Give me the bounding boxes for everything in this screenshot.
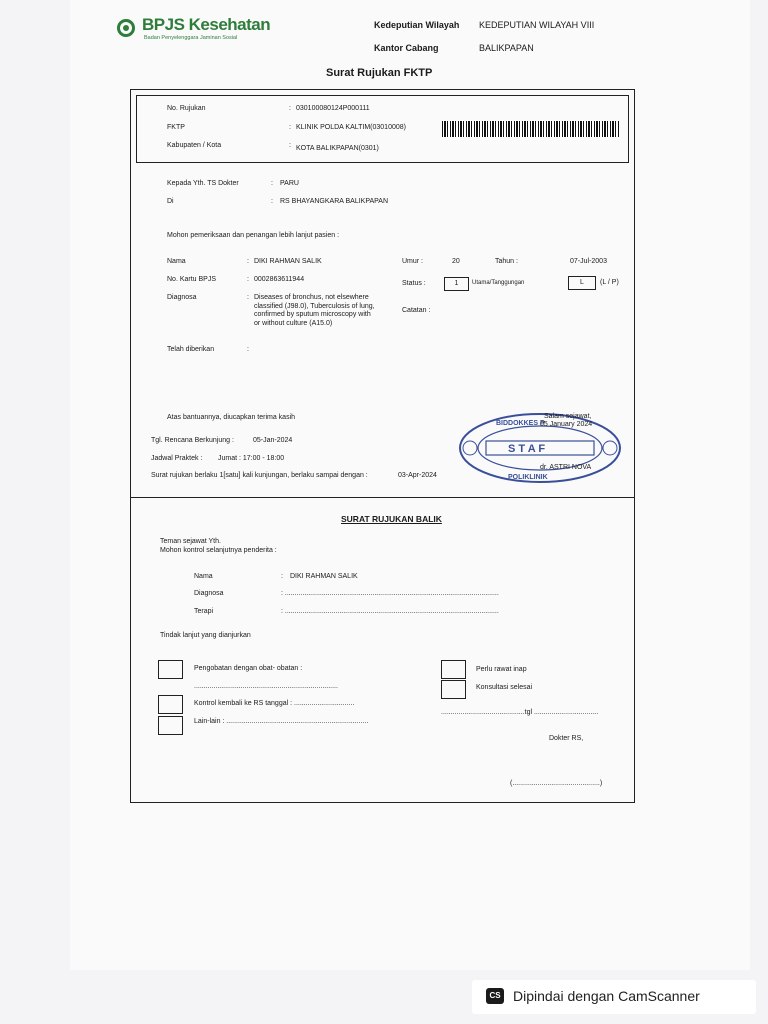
pengobatan-dots: .......................................................................... xyxy=(194,683,338,690)
cabang-value: BALIKPAPAN xyxy=(479,43,534,53)
status-label: Status : xyxy=(402,280,426,287)
colon: : xyxy=(289,105,291,112)
lain-checkbox[interactable] xyxy=(158,716,183,735)
deputi-value: KEDEPUTIAN WILAYAH VIII xyxy=(479,20,595,30)
nama-label: Nama xyxy=(167,258,186,265)
balik-title: SURAT RUJUKAN BALIK xyxy=(341,514,442,524)
mohon-text: Mohon kontrol selanjutnya penderita : xyxy=(160,547,277,554)
signature-line: (.............................................) xyxy=(510,780,603,787)
no-rujukan-label: No. Rujukan xyxy=(167,105,206,112)
camscanner-text: Dipindai dengan CamScanner xyxy=(513,988,700,1004)
kontrol-label: Kontrol kembali ke RS tanggal : ............................... xyxy=(194,700,355,707)
stamp-top-text: BIDDOKKES P xyxy=(496,420,545,427)
nama-value: DIKI RAHMAN SALIK xyxy=(254,258,322,265)
colon: : xyxy=(247,276,249,283)
pengobatan-label: Pengobatan dengan obat- obatan : xyxy=(194,665,303,672)
status-box: 1 xyxy=(444,277,469,291)
teman-text: Teman sejawat Yth. xyxy=(160,538,221,545)
colon: : xyxy=(281,573,283,580)
kabupaten-value: KOTA BALIKPAPAN(0301) xyxy=(296,145,379,152)
pasien-intro: Mohon pemeriksaan dan penangan lebih lanjut pasien : xyxy=(167,232,340,239)
balik-diagnosa-dots: : .............................................................................................................. xyxy=(281,590,499,597)
kontrol-checkbox[interactable] xyxy=(158,695,183,714)
page-title: Surat Rujukan FKTP xyxy=(326,67,433,79)
di-label: Di xyxy=(167,198,174,205)
di-value: RS BHAYANGKARA BALIKPAPAN xyxy=(280,198,389,205)
colon: : xyxy=(271,198,273,205)
brand-name: BPJS Kesehatan xyxy=(142,15,271,34)
tgl-rencana-label: Tgl. Rencana Berkunjung : xyxy=(151,437,234,444)
balik-terapi-label: Terapi xyxy=(194,608,214,615)
camscanner-badge xyxy=(472,980,756,1014)
rawat-inap-checkbox[interactable] xyxy=(441,660,466,679)
salam-date: 05 January 2024 xyxy=(540,421,593,428)
dokter-name: dr. ASTRI NOVA xyxy=(540,464,592,471)
brand-subtitle: Badan Penyelenggara Jaminan Sosial xyxy=(144,35,238,41)
balik-terapi-dots: : .............................................................................................................. xyxy=(281,608,499,615)
umur-value: 20 xyxy=(452,258,460,265)
cabang-label: Kantor Cabang xyxy=(374,43,439,53)
deputi-label: Kedeputian Wilayah xyxy=(374,20,460,30)
salam-text: Salam sejawat, xyxy=(544,413,592,420)
balik-nama-value: DIKI RAHMAN SALIK xyxy=(290,573,358,580)
kartu-label: No. Kartu BPJS xyxy=(167,276,217,283)
kepada-label: Kepada Yth. TS Dokter xyxy=(167,180,239,187)
stamp-mid-text: S T A F xyxy=(508,443,546,455)
telah-diberikan-label: Telah diberikan xyxy=(167,346,215,353)
section-divider xyxy=(130,497,634,498)
tgl-line: ...........................................tgl ................................. xyxy=(441,709,599,716)
no-rujukan-value: 030100080124P000111 xyxy=(296,105,370,112)
bpjs-logo-icon xyxy=(117,19,135,37)
colon: : xyxy=(247,258,249,265)
berlaku-text: Surat rujukan berlaku 1[satu] kali kunjungan, berlaku sampai dengan : xyxy=(151,472,368,479)
kabupaten-label: Kabupaten / Kota xyxy=(167,142,222,149)
colon: : xyxy=(271,180,273,187)
colon: : xyxy=(289,142,291,149)
berlaku-value: 03-Apr-2024 xyxy=(398,472,437,479)
fktp-value: KLINIK POLDA KALTIM(03010008) xyxy=(296,124,406,131)
jadwal-label: Jadwal Praktek : xyxy=(151,455,203,462)
diagnosa-label: Diagnosa xyxy=(167,294,197,301)
umur-label: Umur : xyxy=(402,258,423,265)
tgl-rencana-value: 05-Jan-2024 xyxy=(253,437,293,444)
terima-kasih: Atas bantuannya, diucapkan terima kasih xyxy=(167,414,296,421)
dokter-rs-label: Dokter RS, xyxy=(549,735,584,742)
diagnosa-line: Diseases of bronchus, not elsewhere xyxy=(254,294,369,301)
camscanner-icon: CS xyxy=(486,988,504,1004)
tahun-label: Tahun : xyxy=(495,258,518,265)
gender-box: L xyxy=(568,276,596,290)
konsultasi-label: Konsultasi selesai xyxy=(476,684,533,691)
diagnosa-value xyxy=(254,294,375,328)
colon: : xyxy=(247,294,249,301)
rawat-inap-label: Perlu rawat inap xyxy=(476,666,527,673)
pengobatan-checkbox[interactable] xyxy=(158,660,183,679)
barcode-icon xyxy=(442,121,620,137)
tahun-value: 07-Jul-2003 xyxy=(570,258,607,265)
fktp-label: FKTP xyxy=(167,124,185,131)
catatan-label: Catatan : xyxy=(402,307,431,314)
colon: : xyxy=(247,346,249,353)
balik-nama-label: Nama xyxy=(194,573,213,580)
kartu-value: 0002863611944 xyxy=(254,276,305,283)
diagnosa-line: classified (J98.0), Tuberculosis of lung, xyxy=(254,302,375,310)
lain-label: Lain-lain : ......................................................................... xyxy=(194,718,369,725)
gender-text: (L / P) xyxy=(600,279,619,286)
diagnosa-line: or without culture (A15.0) xyxy=(254,319,333,327)
balik-diagnosa-label: Diagnosa xyxy=(194,590,224,597)
kepada-value: PARU xyxy=(280,180,299,187)
stamp-bottom-text: POLIKLINIK xyxy=(508,474,548,481)
status-text: Utama/Tanggungan xyxy=(472,280,525,286)
tindak-lanjut: Tindak lanjut yang dianjurkan xyxy=(160,632,251,639)
jadwal-value: Jumat : 17:00 - 18:00 xyxy=(218,455,285,462)
konsultasi-checkbox[interactable] xyxy=(441,680,466,699)
colon: : xyxy=(289,124,291,131)
diagnosa-line: confirmed by sputum microscopy with xyxy=(254,311,371,319)
